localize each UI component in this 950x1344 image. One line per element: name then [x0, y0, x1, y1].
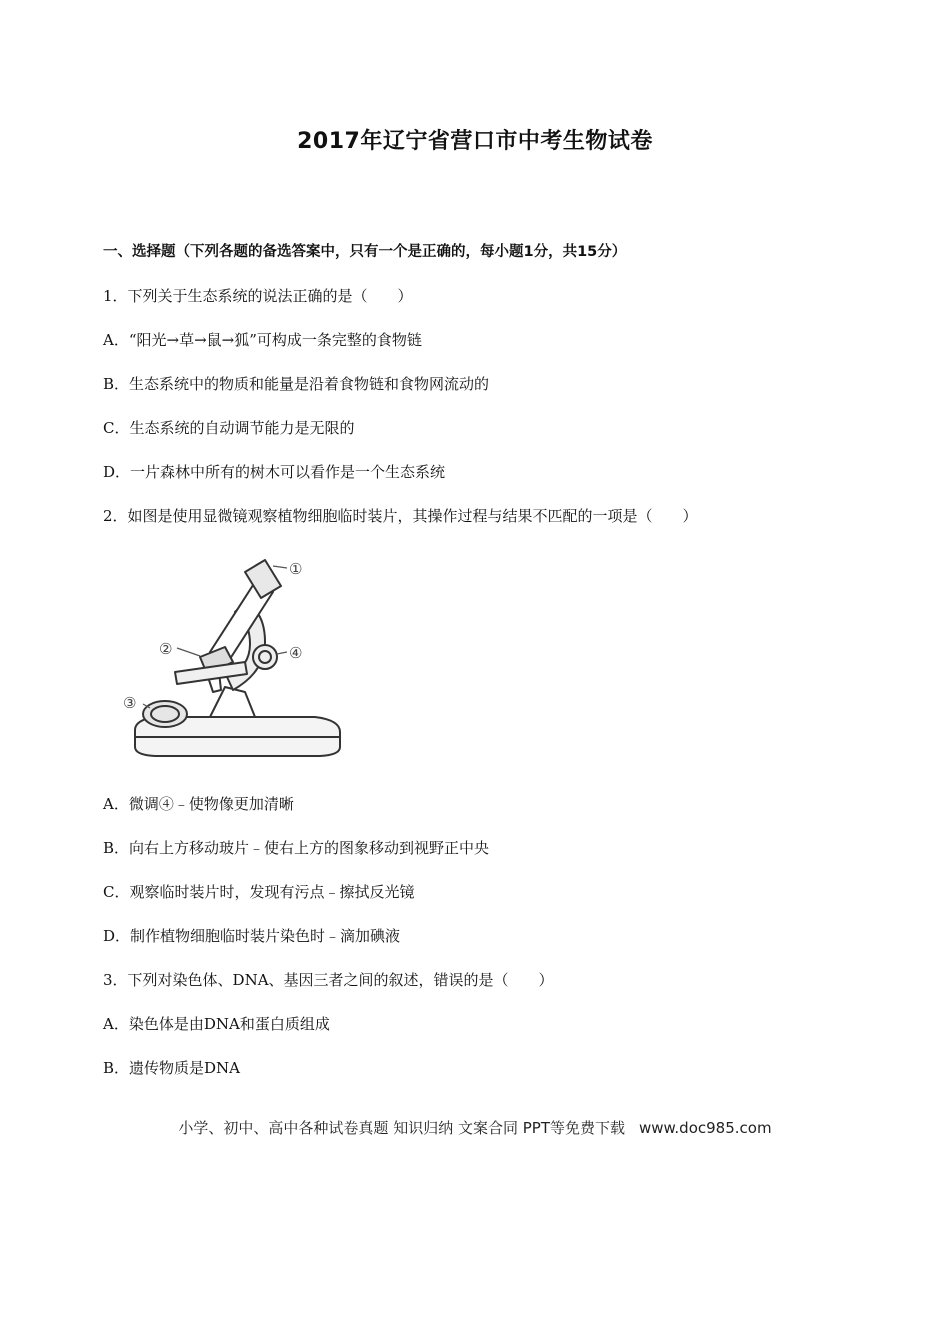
- microscope-figure: [115, 552, 365, 767]
- section-heading: 一、选择题（下列各题的备选答案中，只有一个是正确的，每小题1分，共15分）: [103, 244, 627, 260]
- question-2-option-a: A．微调④﹣使物像更加清晰: [103, 795, 294, 813]
- question-2-stem: 2．如图是使用显微镜观察植物细胞临时装片，其操作过程与结果不匹配的一项是（ ）: [103, 507, 698, 525]
- question-1-option-c: C．生态系统的自动调节能力是无限的: [103, 419, 355, 437]
- label-4: ④: [289, 644, 303, 662]
- question-1-option-a: A．“阳光→草→鼠→狐”可构成一条完整的食物链: [103, 331, 422, 349]
- question-1-stem: 1．下列关于生态系统的说法正确的是（ ）: [103, 287, 413, 305]
- footer-text: 小学、初中、高中各种试卷真题 知识归纳 文案合同 PPT等免费下载: [178, 1119, 625, 1137]
- page-title: 2017年辽宁省营口市中考生物试卷: [297, 129, 653, 154]
- label-3: ③: [123, 694, 137, 712]
- question-1-option-b: B．生态系统中的物质和能量是沿着食物链和食物网流动的: [103, 375, 490, 393]
- question-2-option-d: D．制作植物细胞临时装片染色时﹣滴加碘液: [103, 927, 401, 945]
- label-1: ①: [289, 560, 303, 578]
- question-2-option-c: C．观察临时装片时，发现有污点﹣擦拭反光镜: [103, 883, 415, 901]
- question-3-stem: 3．下列对染色体、DNA、基因三者之间的叙述，错误的是（ ）: [103, 971, 554, 989]
- microscope-illustration: [115, 552, 365, 767]
- question-2-option-b: B．向右上方移动玻片﹣使右上方的图象移动到视野正中央: [103, 839, 490, 857]
- question-1-option-d: D．一片森林中所有的树木可以看作是一个生态系统: [103, 463, 446, 481]
- question-3-option-a: A．染色体是由DNA和蛋白质组成: [103, 1015, 330, 1033]
- footer-url[interactable]: www.doc985.com: [638, 1119, 772, 1137]
- label-2: ②: [159, 640, 173, 658]
- question-3-option-b: B．遗传物质是DNA: [103, 1059, 241, 1077]
- page-footer: [0, 1117, 950, 1138]
